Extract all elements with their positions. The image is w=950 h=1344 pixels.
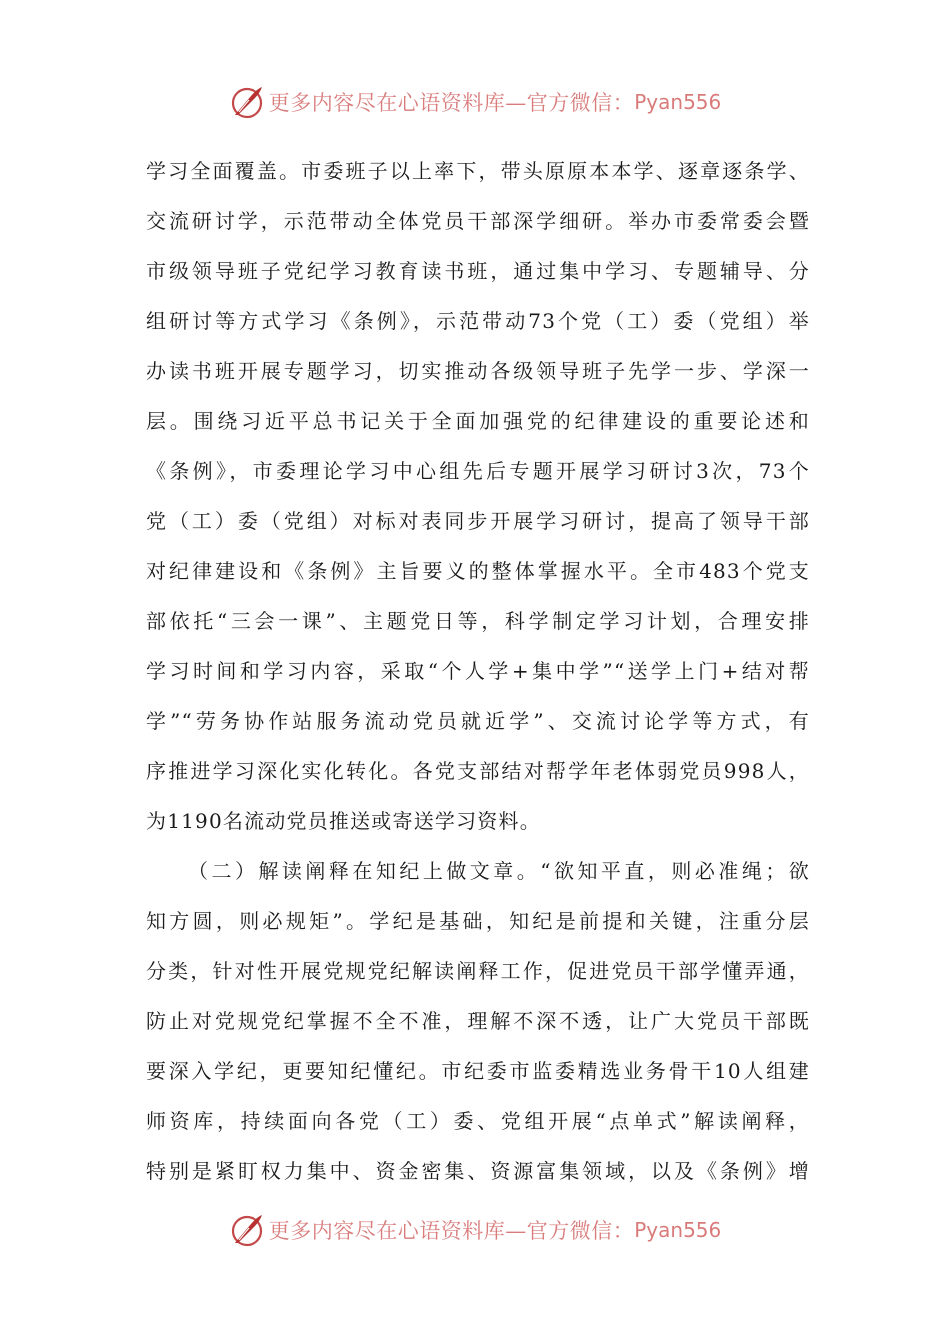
- body-line: 师资库，持续面向各党（工）委、党组开展“点单式”解读阐释，: [146, 1109, 810, 1133]
- watermark-text: 更多内容尽在心语资料库—官方微信：: [268, 91, 635, 115]
- quill-pen-icon: [229, 1212, 265, 1248]
- document-body: [146, 146, 810, 1196]
- header-watermark: [0, 80, 950, 124]
- body-line: 学习全面覆盖。市委班子以上率下，带头原原本本学、逐章逐条学、: [146, 159, 810, 183]
- body-line: 层。围绕习近平总书记关于全面加强党的纪律建设的重要论述和: [146, 409, 810, 433]
- watermark-contact: Pyan556: [634, 90, 722, 114]
- footer-watermark: [0, 1208, 950, 1252]
- body-line: 办读书班开展专题学习，切实推动各级领导班子先学一步、学深一: [146, 359, 810, 383]
- body-line: 要深入学纪，更要知纪懂纪。市纪委市监委精选业务骨干10人组建: [146, 1059, 810, 1083]
- body-line: 学习时间和学习内容，采取“个人学+集中学”“送学上门+结对帮: [146, 659, 810, 683]
- body-line: 交流研讨学，示范带动全体党员干部深学细研。举办市委常委会暨: [146, 209, 810, 233]
- body-line: 组研讨等方式学习《条例》，示范带动73个党（工）委（党组）举: [146, 309, 810, 333]
- body-line: 分类，针对性开展党规党纪解读阐释工作，促进党员干部学懂弄通，: [146, 959, 810, 983]
- watermark-contact: Pyan556: [634, 1218, 722, 1242]
- watermark-text: 更多内容尽在心语资料库—官方微信：: [268, 1219, 635, 1243]
- body-line: 部依托“三会一课”、主题党日等，科学制定学习计划，合理安排: [146, 609, 810, 633]
- body-line: 知方圆，则必规矩”。学纪是基础，知纪是前提和关键，注重分层: [146, 909, 810, 933]
- body-line: 为1190名流动党员推送或寄送学习资料。: [146, 809, 541, 833]
- body-line: 市级领导班子党纪学习教育读书班，通过集中学习、专题辅导、分: [146, 259, 810, 283]
- body-line: 党（工）委（党组）对标对表同步开展学习研讨，提高了领导干部: [146, 509, 810, 533]
- body-line: 序推进学习深化实化转化。各党支部结对帮学年老体弱党员998人，: [146, 759, 810, 783]
- body-line: 对纪律建设和《条例》主旨要义的整体掌握水平。全市483个党支: [146, 559, 810, 583]
- body-line: 特别是紧盯权力集中、资金密集、资源富集领域，以及《条例》增: [146, 1159, 810, 1183]
- body-line: 防止对党规党纪掌握不全不准，理解不深不透，让广大党员干部既: [146, 1009, 810, 1033]
- body-line: 学”“劳务协作站服务流动党员就近学”、交流讨论学等方式，有: [146, 709, 810, 733]
- quill-pen-icon: [229, 84, 265, 120]
- body-line: 《条例》，市委理论学习中心组先后专题开展学习研讨3次，73个: [146, 459, 810, 483]
- section-heading-line: （二）解读阐释在知纪上做文章。“欲知平直，则必准绳；欲: [188, 859, 810, 883]
